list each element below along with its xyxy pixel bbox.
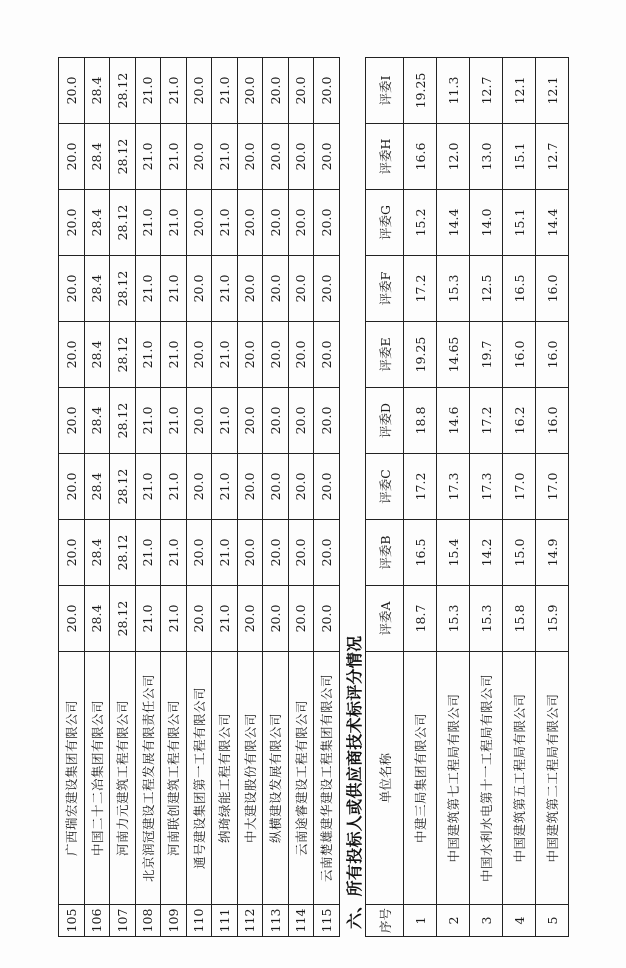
- score-cell: 20.0: [288, 454, 314, 520]
- score-cell: 16.5: [503, 256, 536, 322]
- score-cell: 20.0: [288, 586, 314, 652]
- row-number: 115: [314, 905, 340, 937]
- score-cell: 15.1: [503, 124, 536, 190]
- row-number: 107: [110, 905, 136, 937]
- table-row: [212, 58, 238, 937]
- score-cell: 20.0: [59, 388, 85, 454]
- row-number: 5: [536, 905, 569, 937]
- row-number: 105: [59, 905, 85, 937]
- score-cell: 20.0: [59, 520, 85, 586]
- score-cell: 20.0: [288, 190, 314, 256]
- row-number: 1: [404, 905, 437, 937]
- score-cell: 15.3: [470, 586, 503, 652]
- score-cell: 20.0: [288, 388, 314, 454]
- score-cell: 28.4: [84, 124, 110, 190]
- score-cell: 21.0: [135, 322, 161, 388]
- score-cell: 16.0: [503, 322, 536, 388]
- score-cell: 20.0: [186, 58, 212, 124]
- score-cell: 20.0: [186, 520, 212, 586]
- row-number: 112: [237, 905, 263, 937]
- score-cell: 16.0: [536, 322, 569, 388]
- score-cell: 28.4: [84, 256, 110, 322]
- score-cell: 14.4: [536, 190, 569, 256]
- score-cell: 16.6: [404, 124, 437, 190]
- header-judge: 评委B: [366, 520, 404, 586]
- score-cell: 17.0: [503, 454, 536, 520]
- score-cell: 14.65: [437, 322, 470, 388]
- score-cell: 20.0: [59, 256, 85, 322]
- score-cell: 11.3: [437, 58, 470, 124]
- score-cell: 28.4: [84, 322, 110, 388]
- company-name: 中大建设股份有限公司: [237, 652, 263, 905]
- header-judge: 评委D: [366, 388, 404, 454]
- header-judge: 评委E: [366, 322, 404, 388]
- table-row: [186, 58, 212, 937]
- score-cell: 21.0: [212, 190, 238, 256]
- table-row: [404, 58, 437, 937]
- score-cell: 20.0: [186, 256, 212, 322]
- company-name: 云南楚雄建华建设工程集团有限公司: [314, 652, 340, 905]
- table-row: [314, 58, 340, 937]
- score-cell: 20.0: [186, 190, 212, 256]
- score-cell: 12.5: [470, 256, 503, 322]
- score-cell: 15.3: [437, 586, 470, 652]
- score-cell: 20.0: [314, 190, 340, 256]
- row-number: 114: [288, 905, 314, 937]
- row-number: 108: [135, 905, 161, 937]
- row-number: 106: [84, 905, 110, 937]
- score-cell: 20.0: [237, 58, 263, 124]
- score-cell: 14.9: [536, 520, 569, 586]
- score-cell: 28.12: [110, 256, 136, 322]
- score-cell: 20.0: [186, 586, 212, 652]
- score-cell: 17.2: [404, 256, 437, 322]
- table-row: [237, 58, 263, 937]
- row-number: 109: [161, 905, 187, 937]
- score-cell: 21.0: [135, 190, 161, 256]
- score-cell: 19.7: [470, 322, 503, 388]
- score-cell: 21.0: [212, 322, 238, 388]
- score-cell: 18.7: [404, 586, 437, 652]
- score-cell: 21.0: [135, 124, 161, 190]
- score-cell: 21.0: [135, 520, 161, 586]
- score-cell: 20.0: [59, 454, 85, 520]
- score-cell: 20.0: [59, 586, 85, 652]
- score-cell: 20.0: [263, 322, 289, 388]
- table-row: [59, 58, 85, 937]
- score-cell: 20.0: [314, 58, 340, 124]
- company-name: 河南联创建筑工程有限公司: [161, 652, 187, 905]
- score-cell: 28.12: [110, 58, 136, 124]
- header-judge: 评委F: [366, 256, 404, 322]
- header-judge: 评委C: [366, 454, 404, 520]
- score-cell: 20.0: [237, 190, 263, 256]
- score-cell: 15.3: [437, 256, 470, 322]
- score-cell: 19.25: [404, 58, 437, 124]
- score-cell: 20.0: [237, 454, 263, 520]
- score-cell: 16.0: [536, 256, 569, 322]
- header-judge: 评委A: [366, 586, 404, 652]
- score-cell: 14.0: [470, 190, 503, 256]
- company-name: 中国水利水电第十一工程局有限公司: [470, 652, 503, 905]
- score-cell: 28.12: [110, 322, 136, 388]
- score-cell: 16.2: [503, 388, 536, 454]
- score-cell: 21.0: [161, 520, 187, 586]
- header-judge: 评委H: [366, 124, 404, 190]
- table-row: [503, 58, 536, 937]
- score-cell: 21.0: [161, 388, 187, 454]
- score-cell: 20.0: [263, 58, 289, 124]
- score-cell: 20.0: [237, 124, 263, 190]
- score-cell: 12.7: [470, 58, 503, 124]
- score-cell: 28.12: [110, 124, 136, 190]
- score-cell: 20.0: [314, 586, 340, 652]
- score-cell: 20.0: [314, 454, 340, 520]
- header-judge: 评委I: [366, 58, 404, 124]
- table-header-row: [366, 58, 404, 937]
- company-name: 中国建筑第五工程局有限公司: [503, 652, 536, 905]
- score-cell: 20.0: [263, 190, 289, 256]
- company-name: 中国二十二冶集团有限公司: [84, 652, 110, 905]
- score-cell: 20.0: [314, 520, 340, 586]
- score-cell: 12.1: [536, 58, 569, 124]
- score-cell: 15.1: [503, 190, 536, 256]
- score-cell: 16.0: [536, 388, 569, 454]
- score-cell: 15.9: [536, 586, 569, 652]
- company-name: 中国建筑第七工程局有限公司: [437, 652, 470, 905]
- score-cell: 28.12: [110, 454, 136, 520]
- row-number: 4: [503, 905, 536, 937]
- score-cell: 21.0: [135, 58, 161, 124]
- header-judge: 评委G: [366, 190, 404, 256]
- header-name: 单位名称: [366, 652, 404, 905]
- score-cell: 21.0: [161, 58, 187, 124]
- score-table-continued: [58, 57, 340, 937]
- score-cell: 12.7: [536, 124, 569, 190]
- table-row: [84, 58, 110, 937]
- score-cell: 21.0: [212, 586, 238, 652]
- score-cell: 14.6: [437, 388, 470, 454]
- score-cell: 28.12: [110, 388, 136, 454]
- score-cell: 28.4: [84, 454, 110, 520]
- row-number: 113: [263, 905, 289, 937]
- score-cell: 20.0: [314, 388, 340, 454]
- score-cell: 21.0: [212, 256, 238, 322]
- score-cell: 28.4: [84, 388, 110, 454]
- section-heading: 六、所有投标人或供应商技术标评分情况: [345, 635, 364, 929]
- score-cell: 20.0: [314, 256, 340, 322]
- table-row: [437, 58, 470, 937]
- rotated-content: [58, 57, 598, 937]
- score-cell: 19.25: [404, 322, 437, 388]
- score-cell: 21.0: [212, 520, 238, 586]
- score-cell: 20.0: [59, 322, 85, 388]
- score-cell: 15.4: [437, 520, 470, 586]
- table-row: [470, 58, 503, 937]
- score-cell: 21.0: [135, 256, 161, 322]
- score-cell: 20.0: [288, 256, 314, 322]
- score-cell: 20.0: [263, 586, 289, 652]
- company-name: 纳琦绿能工程有限公司: [212, 652, 238, 905]
- score-cell: 20.0: [237, 322, 263, 388]
- score-cell: 12.0: [437, 124, 470, 190]
- score-cell: 21.0: [135, 586, 161, 652]
- score-cell: 28.12: [110, 586, 136, 652]
- score-cell: 20.0: [59, 190, 85, 256]
- company-name: 河南力元建筑工程有限公司: [110, 652, 136, 905]
- table-row: [288, 58, 314, 937]
- score-cell: 12.1: [503, 58, 536, 124]
- score-cell: 21.0: [212, 124, 238, 190]
- company-name: 云南途睿建设工程有限公司: [288, 652, 314, 905]
- table-row: [263, 58, 289, 937]
- row-number: 111: [212, 905, 238, 937]
- score-cell: 20.0: [186, 388, 212, 454]
- score-cell: 28.4: [84, 520, 110, 586]
- score-cell: 14.2: [470, 520, 503, 586]
- company-name: 通号建设集团第一工程有限公司: [186, 652, 212, 905]
- score-cell: 17.3: [470, 454, 503, 520]
- score-cell: 21.0: [161, 190, 187, 256]
- score-cell: 17.2: [404, 454, 437, 520]
- score-cell: 20.0: [288, 124, 314, 190]
- score-cell: 20.0: [263, 520, 289, 586]
- score-cell: 21.0: [161, 586, 187, 652]
- company-name: 北京润冠建设工程发展有限责任公司: [135, 652, 161, 905]
- score-cell: 17.3: [437, 454, 470, 520]
- score-cell: 28.4: [84, 58, 110, 124]
- row-number: 3: [470, 905, 503, 937]
- score-cell: 21.0: [135, 388, 161, 454]
- score-cell: 20.0: [186, 322, 212, 388]
- row-number: 110: [186, 905, 212, 937]
- score-cell: 28.4: [84, 586, 110, 652]
- table-row: [135, 58, 161, 937]
- score-cell: 20.0: [237, 586, 263, 652]
- company-name: 中国建筑第二工程局有限公司: [536, 652, 569, 905]
- score-cell: 20.0: [314, 322, 340, 388]
- score-cell: 20.0: [288, 520, 314, 586]
- score-cell: 20.0: [263, 256, 289, 322]
- table-row: [161, 58, 187, 937]
- score-cell: 21.0: [135, 454, 161, 520]
- score-cell: 21.0: [212, 388, 238, 454]
- table-row: [110, 58, 136, 937]
- technical-score-table: [365, 57, 569, 937]
- score-cell: 21.0: [212, 454, 238, 520]
- score-cell: 21.0: [212, 58, 238, 124]
- score-cell: 20.0: [237, 520, 263, 586]
- score-cell: 20.0: [59, 58, 85, 124]
- score-cell: 21.0: [161, 454, 187, 520]
- score-cell: 20.0: [237, 388, 263, 454]
- score-cell: 20.0: [186, 124, 212, 190]
- score-cell: 13.0: [470, 124, 503, 190]
- table-row: [536, 58, 569, 937]
- score-cell: 15.0: [503, 520, 536, 586]
- score-cell: 20.0: [263, 124, 289, 190]
- score-cell: 20.0: [186, 454, 212, 520]
- score-cell: 21.0: [161, 124, 187, 190]
- score-cell: 20.0: [263, 454, 289, 520]
- score-cell: 20.0: [263, 388, 289, 454]
- score-cell: 14.4: [437, 190, 470, 256]
- company-name: 纵横建设发展有限公司: [263, 652, 289, 905]
- score-cell: 20.0: [288, 58, 314, 124]
- company-name: 中建三局集团有限公司: [404, 652, 437, 905]
- score-cell: 21.0: [161, 322, 187, 388]
- score-cell: 28.12: [110, 520, 136, 586]
- score-cell: 28.12: [110, 190, 136, 256]
- score-cell: 20.0: [314, 124, 340, 190]
- score-cell: 28.4: [84, 190, 110, 256]
- row-number: 2: [437, 905, 470, 937]
- score-cell: 15.2: [404, 190, 437, 256]
- score-cell: 17.2: [470, 388, 503, 454]
- score-cell: 20.0: [59, 124, 85, 190]
- score-cell: 20.0: [288, 322, 314, 388]
- score-cell: 17.0: [536, 454, 569, 520]
- header-no: 序号: [366, 905, 404, 937]
- company-name: 广西瑞宏建设集团有限公司: [59, 652, 85, 905]
- score-cell: 20.0: [237, 256, 263, 322]
- score-cell: 21.0: [161, 256, 187, 322]
- score-cell: 15.8: [503, 586, 536, 652]
- score-cell: 18.8: [404, 388, 437, 454]
- score-cell: 16.5: [404, 520, 437, 586]
